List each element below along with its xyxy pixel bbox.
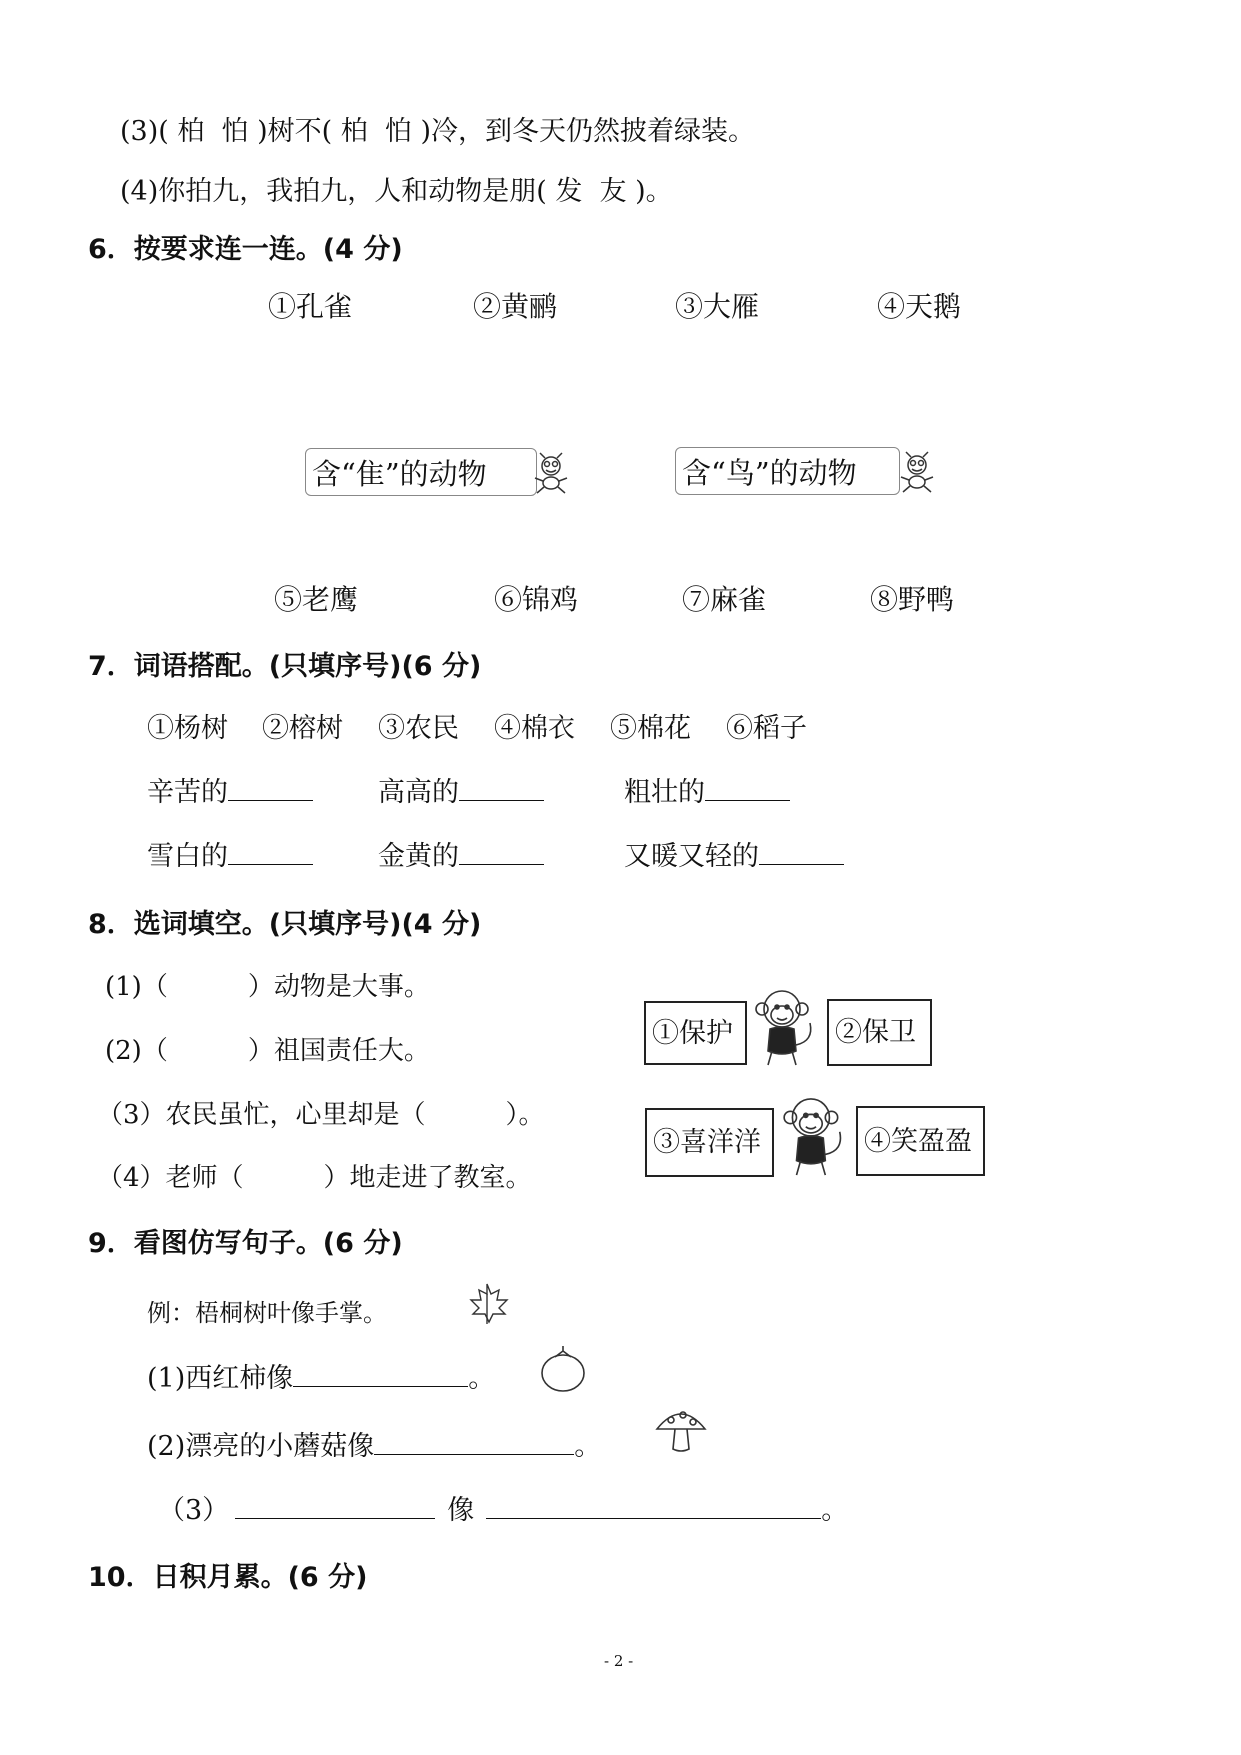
q7-option: ⑤棉花 [610, 713, 691, 744]
answer-blank[interactable] [235, 1494, 435, 1519]
q8-sentence-3: （3）农民虽忙，心里却是（ ）。 [97, 1100, 545, 1130]
q6-bottom-item: ⑥锦鸡 [494, 583, 579, 616]
q9-sentence-1: (1)西红柿像 。 [147, 1363, 496, 1394]
q8-sentence-2: (2)（ ）祖国责任大。 [105, 1036, 430, 1066]
q8-title: 8．选词填空。(只填序号)(4 分) [88, 909, 482, 940]
ant-icon [898, 451, 936, 495]
category-box-zhui[interactable] [305, 448, 537, 496]
answer-blank[interactable] [459, 776, 544, 801]
q7-option: ④棉衣 [494, 713, 575, 744]
q6-bottom-item: ⑧野鸭 [870, 583, 955, 616]
q6-top-item: ①孔雀 [268, 290, 353, 323]
q8-sentence-1: (1)（ ）动物是大事。 [105, 972, 430, 1002]
monkey-icon [778, 1092, 850, 1182]
tomato-icon [537, 1343, 589, 1395]
q7-row1-item: 粗壮的 [624, 776, 790, 810]
q6-bottom-item: ⑦麻雀 [682, 583, 767, 616]
q7-option: ③农民 [378, 713, 459, 744]
word-option-box[interactable]: ①保护 [644, 1001, 747, 1065]
maple-leaf-icon [463, 1282, 511, 1326]
q6-top-item: ②黄鹂 [473, 290, 558, 323]
q6-title: 6．按要求连一连。(4 分) [88, 234, 403, 265]
q9-title: 9．看图仿写句子。(6 分) [88, 1228, 403, 1259]
answer-blank[interactable] [293, 1362, 468, 1387]
q7-title: 7．词语搭配。(只填序号)(6 分) [88, 651, 482, 682]
q6-top-item: ④天鹅 [877, 290, 962, 323]
q6-top-item: ③大雁 [675, 290, 760, 323]
answer-blank[interactable] [228, 776, 313, 801]
q9-example: 例：梧桐树叶像手掌。 [147, 1299, 387, 1327]
q7-row2-item: 又暖又轻的 [624, 840, 844, 874]
answer-blank[interactable] [705, 776, 790, 801]
category-box-label: 含“鸟”的动物 [682, 455, 857, 490]
category-box-niao[interactable] [675, 447, 900, 495]
q7-option: ②榕树 [262, 713, 343, 744]
q6-bottom-item: ⑤老鹰 [274, 583, 359, 616]
q7-option: ①杨树 [147, 713, 228, 744]
q7-row1-item: 高高的 [378, 776, 544, 810]
q8-sentence-4: （4）老师（ ）地走进了教室。 [97, 1163, 532, 1193]
page-number: - 2 - [604, 1652, 634, 1670]
word-option-box[interactable]: ②保卫 [827, 999, 932, 1066]
answer-blank[interactable] [228, 840, 313, 865]
q5-item-4: (4)你拍九，我拍九，人和动物是朋( 发 友 )。 [120, 176, 673, 207]
q10-title: 10．日积月累。(6 分) [88, 1562, 368, 1593]
answer-blank[interactable] [459, 840, 544, 865]
category-box-label: 含“隹”的动物 [312, 456, 487, 491]
word-option-box[interactable]: ④笑盈盈 [856, 1106, 985, 1176]
q7-row1-item: 辛苦的 [147, 776, 313, 810]
q7-option: ⑥稻子 [726, 713, 807, 744]
answer-blank[interactable] [486, 1494, 821, 1519]
q9-sentence-2: (2)漂亮的小蘑菇像 。 [147, 1431, 602, 1462]
q7-row2-item: 雪白的 [147, 840, 313, 874]
ant-icon [532, 452, 570, 496]
q9-sentence-3: （3） 像 。 [158, 1495, 849, 1526]
mushroom-icon [653, 1405, 709, 1455]
answer-blank[interactable] [374, 1430, 574, 1455]
q7-row2-item: 金黄的 [378, 840, 544, 874]
answer-blank[interactable] [759, 840, 844, 865]
word-option-box[interactable]: ③喜洋洋 [645, 1108, 774, 1177]
monkey-icon [750, 985, 820, 1071]
q5-item-3: (3)( 柏 怕 )树不( 柏 怕 )冷，到冬天仍然披着绿装。 [120, 116, 756, 147]
